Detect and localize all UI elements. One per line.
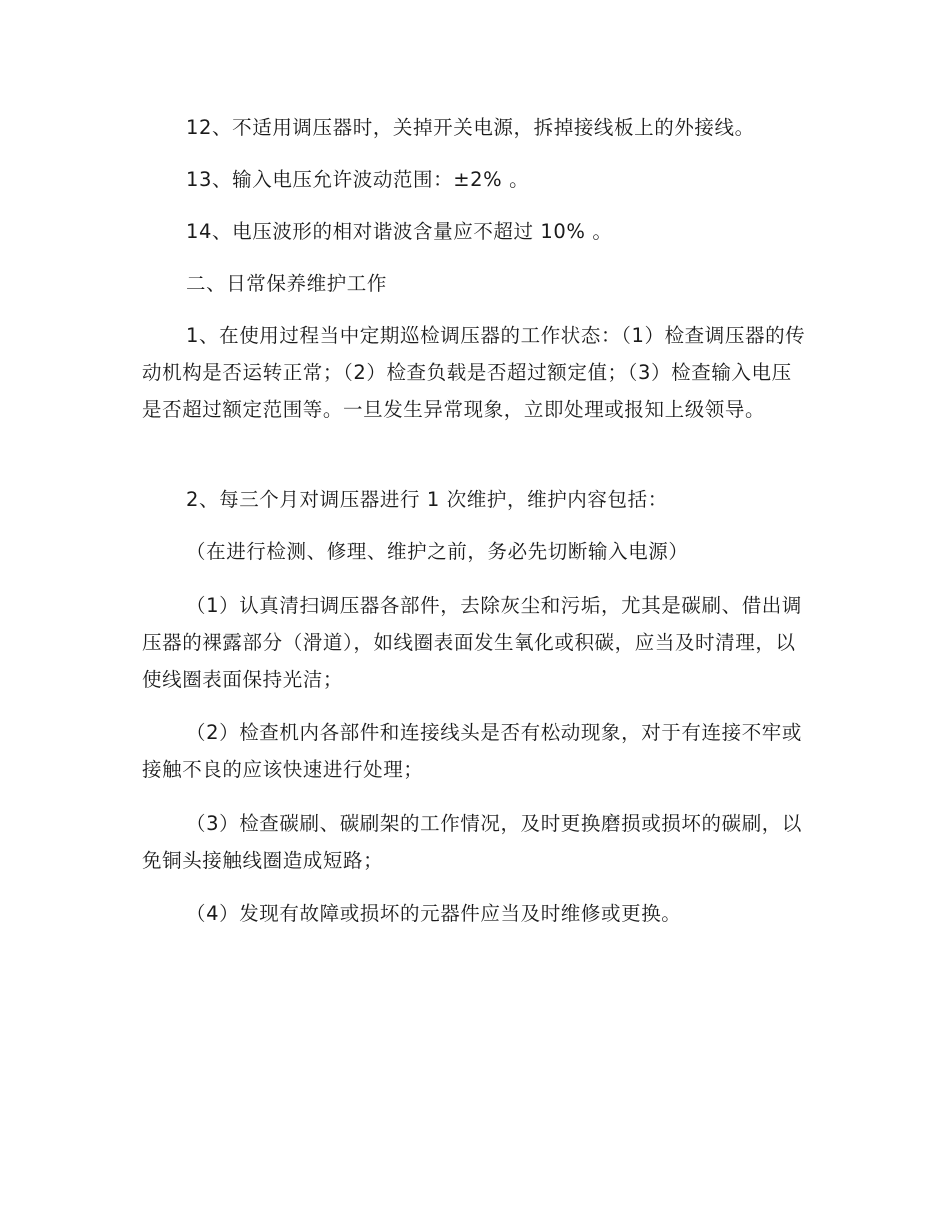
paragraph-step-2: （2）检查机内各部件和连接线头是否有松动现象，对于有连接不牢或接触不良的应该快速进行处理； [142,721,803,781]
paragraph-step-1: （1）认真清扫调压器各部件，去除灰尘和污垢，尤其是碳刷、借出调压器的裸露部分（滑道），如线圈表面发生氧化或积碳，应当及时清理，以使线圈表面保持光洁； [142,594,803,691]
paragraph-step-4: （4）发现有故障或损坏的元器件应当及时维修或更换。 [186,902,682,925]
section-heading: 二、日常保养维护工作 [186,272,388,295]
paragraph-step-3: （3）检查碳刷、碳刷架的工作情况，及时更换磨损或损坏的碳刷，以免铜头接触线圈造成短路； [142,812,803,872]
paragraph-item-14: 14、电压波形的相对谐波含量应不超过 10% 。 [186,220,613,243]
paragraph-inspection: 1、在使用过程当中定期巡检调压器的工作状态：（1）检查调压器的传动机构是否运转正常；（2）检查负载是否超过额定值；（3）检查输入电压是否超过额定范围等。一旦发生异常现象，立即处理或报知上级领导。 [142,324,806,421]
paragraph-power-note: （在进行检测、修理、维护之前，务必先切断输入电源） [186,540,689,563]
paragraph-item-13: 13、输入电压允许波动范围：±2% 。 [186,168,530,191]
paragraph-quarterly-maintenance: 2、每三个月对调压器进行 1 次维护，维护内容包括： [186,488,668,511]
paragraph-item-12: 12、不适用调压器时，关掉开关电源，拆掉接线板上的外接线。 [186,116,755,139]
